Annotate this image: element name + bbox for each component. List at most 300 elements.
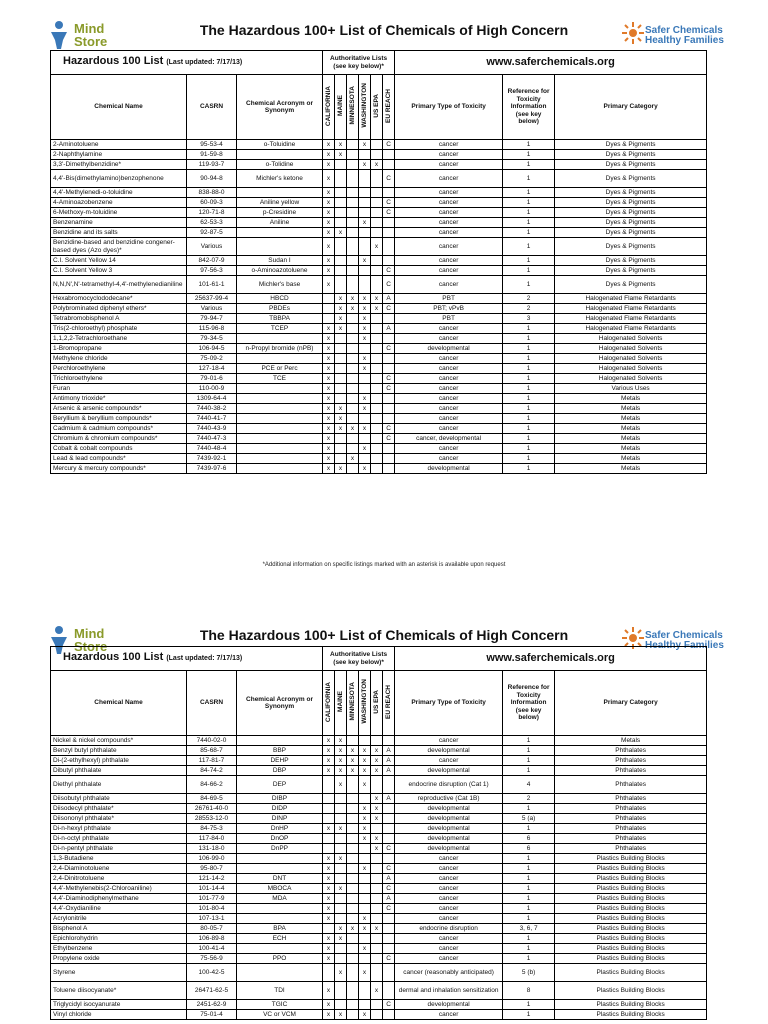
col-minnesota: MINNESOTA <box>347 75 359 140</box>
cell-list-california: x <box>323 444 335 454</box>
cell-toxicity: PBT; vPvB <box>395 304 503 314</box>
authoritative-lists-label: Authoritative Lists (see key below)* <box>323 647 395 671</box>
cell-reference: 1 <box>503 864 555 874</box>
cell-chemical-name: 2-Aminotoluene <box>51 140 187 150</box>
cell-list-california: x <box>323 954 335 964</box>
cell-list-california <box>323 794 335 804</box>
cell-list-california: x <box>323 874 335 884</box>
cell-list-eu-reach: C <box>383 904 395 914</box>
cell-toxicity: cancer <box>395 256 503 266</box>
cell-acronym: Sudan I <box>237 256 323 266</box>
cell-chemical-name: Tris(2-chloroethyl) phosphate <box>51 324 187 334</box>
cell-acronym: DEP <box>237 776 323 794</box>
cell-list-eu-reach <box>383 464 395 474</box>
table-row <box>51 374 707 384</box>
cell-list-us-epa: x <box>371 756 383 766</box>
cell-list-eu-reach <box>383 814 395 824</box>
cell-list-washington: x <box>359 944 371 954</box>
cell-reference: 1 <box>503 756 555 766</box>
cell-list-eu-reach <box>383 414 395 424</box>
cell-list-us-epa: x <box>371 294 383 304</box>
cell-acronym: HBCD <box>237 294 323 304</box>
cell-chemical-name: Mercury & mercury compounds* <box>51 464 187 474</box>
cell-list-california <box>323 834 335 844</box>
cell-chemical-name: C.I. Solvent Yellow 3 <box>51 266 187 276</box>
cell-chemical-name: 4,4'-Diaminodiphenylmethane <box>51 894 187 904</box>
cell-reference: 8 <box>503 982 555 1000</box>
cell-list-california <box>323 814 335 824</box>
cell-chemical-name: Triglycidyl isocyanurate <box>51 1000 187 1010</box>
cell-toxicity: cancer <box>395 384 503 394</box>
cell-list-washington <box>359 276 371 294</box>
cell-list-us-epa <box>371 256 383 266</box>
cell-chemical-name: Cadmium & cadmium compounds* <box>51 424 187 434</box>
cell-list-washington <box>359 844 371 854</box>
cell-list-us-epa <box>371 414 383 424</box>
cell-toxicity: cancer <box>395 188 503 198</box>
cell-acronym <box>237 404 323 414</box>
cell-list-california: x <box>323 364 335 374</box>
cell-list-minnesota <box>347 218 359 228</box>
cell-toxicity: developmental <box>395 1000 503 1010</box>
cell-list-california: x <box>323 1010 335 1020</box>
cell-acronym <box>237 394 323 404</box>
cell-list-eu-reach <box>383 188 395 198</box>
cell-category: Plastics Building Blocks <box>555 964 707 982</box>
table-row <box>51 170 707 188</box>
cell-list-california <box>323 314 335 324</box>
cell-toxicity: cancer <box>395 364 503 374</box>
table-row <box>51 334 707 344</box>
cell-list-maine: x <box>335 324 347 334</box>
cell-category: Metals <box>555 394 707 404</box>
table-row <box>51 140 707 150</box>
cell-list-eu-reach: C <box>383 170 395 188</box>
cell-list-minnesota <box>347 344 359 354</box>
cell-list-california: x <box>323 424 335 434</box>
cell-acronym <box>237 444 323 454</box>
cell-list-california: x <box>323 434 335 444</box>
cell-list-washington: x <box>359 824 371 834</box>
cell-list-maine: x <box>335 884 347 894</box>
cell-list-washington: x <box>359 304 371 314</box>
cell-list-california: x <box>323 384 335 394</box>
cell-reference: 6 <box>503 844 555 854</box>
table-body <box>51 140 707 474</box>
cell-toxicity: dermal and inhalation sensitization <box>395 982 503 1000</box>
cell-reference: 1 <box>503 150 555 160</box>
cell-list-eu-reach: C <box>383 434 395 444</box>
list-title-cell <box>51 647 323 671</box>
cell-reference: 1 <box>503 404 555 414</box>
cell-list-minnesota <box>347 364 359 374</box>
cell-list-minnesota <box>347 276 359 294</box>
cell-list-california: x <box>323 414 335 424</box>
cell-acronym: DnHP <box>237 824 323 834</box>
cell-list-california: x <box>323 982 335 1000</box>
cell-category: Plastics Building Blocks <box>555 874 707 884</box>
col-casrn: CASRN <box>187 671 237 736</box>
cell-list-eu-reach: C <box>383 384 395 394</box>
cell-list-minnesota <box>347 864 359 874</box>
cell-category: Metals <box>555 424 707 434</box>
cell-toxicity: cancer <box>395 874 503 884</box>
cell-list-california: x <box>323 824 335 834</box>
cell-category: Plastics Building Blocks <box>555 904 707 914</box>
cell-acronym: p-Cresidine <box>237 208 323 218</box>
cell-reference: 1 <box>503 434 555 444</box>
cell-list-eu-reach <box>383 804 395 814</box>
page-title: The Hazardous 100+ List of Chemicals of High Concern <box>199 627 569 643</box>
cell-list-washington <box>359 894 371 904</box>
cell-toxicity: cancer <box>395 198 503 208</box>
cell-category: Metals <box>555 464 707 474</box>
cell-chemical-name: Perchloroethylene <box>51 364 187 374</box>
cell-toxicity: cancer <box>395 424 503 434</box>
cell-list-washington <box>359 374 371 384</box>
cell-reference: 1 <box>503 160 555 170</box>
cell-list-minnesota <box>347 444 359 454</box>
last-updated: (Last updated: 7/17/13) <box>166 655 243 663</box>
cell-category: Plastics Building Blocks <box>555 884 707 894</box>
table-row <box>51 304 707 314</box>
table-row <box>51 324 707 334</box>
cell-list-washington: x <box>359 864 371 874</box>
cell-toxicity: cancer <box>395 736 503 746</box>
cell-list-eu-reach: A <box>383 294 395 304</box>
cell-toxicity: developmental <box>395 766 503 776</box>
cell-toxicity: cancer <box>395 934 503 944</box>
cell-list-maine <box>335 894 347 904</box>
cell-list-minnesota <box>347 188 359 198</box>
cell-acronym: PBDEs <box>237 304 323 314</box>
cell-list-maine <box>335 354 347 364</box>
table-row <box>51 1010 707 1020</box>
cell-acronym: PPO <box>237 954 323 964</box>
cell-list-washington: x <box>359 814 371 824</box>
cell-list-eu-reach <box>383 934 395 944</box>
cell-list-us-epa <box>371 824 383 834</box>
cell-list-minnesota: x <box>347 424 359 434</box>
cell-category: Phthalates <box>555 776 707 794</box>
cell-category: Dyes & Pigments <box>555 256 707 266</box>
cell-category: Dyes & Pigments <box>555 198 707 208</box>
cell-list-washington <box>359 934 371 944</box>
cell-list-eu-reach: C <box>383 424 395 434</box>
cell-list-maine <box>335 844 347 854</box>
cell-chemical-name: 2,4-Dinitrotoluene <box>51 874 187 884</box>
cell-acronym <box>237 454 323 464</box>
cell-list-washington <box>359 954 371 964</box>
cell-toxicity: endocrine disruption (Cat 1) <box>395 776 503 794</box>
cell-list-eu-reach: C <box>383 954 395 964</box>
cell-acronym: TBBPA <box>237 314 323 324</box>
cell-list-us-epa <box>371 324 383 334</box>
cell-chemical-name: Diethyl phthalate <box>51 776 187 794</box>
cell-category: Halogenated Flame Retardants <box>555 324 707 334</box>
cell-list-washington <box>359 454 371 464</box>
cell-casrn: 117-81-7 <box>187 756 237 766</box>
cell-toxicity: cancer <box>395 354 503 364</box>
cell-reference: 1 <box>503 454 555 464</box>
cell-list-minnesota <box>347 208 359 218</box>
cell-chemical-name: 4,4'-Methylenedi-o-toluidine <box>51 188 187 198</box>
cell-list-us-epa <box>371 276 383 294</box>
cell-list-minnesota <box>347 314 359 324</box>
cell-category: Metals <box>555 444 707 454</box>
cell-category: Dyes & Pigments <box>555 228 707 238</box>
cell-list-maine <box>335 982 347 1000</box>
cell-list-us-epa <box>371 354 383 364</box>
cell-category: Dyes & Pigments <box>555 140 707 150</box>
cell-toxicity: cancer <box>395 954 503 964</box>
cell-toxicity: cancer, developmental <box>395 434 503 444</box>
table-row <box>51 188 707 198</box>
col-maine: MAINE <box>335 75 347 140</box>
cell-list-minnesota <box>347 324 359 334</box>
cell-list-california: x <box>323 256 335 266</box>
table-row <box>51 804 707 814</box>
cell-list-minnesota <box>347 266 359 276</box>
cell-list-maine <box>335 256 347 266</box>
cell-acronym <box>237 864 323 874</box>
cell-list-eu-reach <box>383 238 395 256</box>
cell-reference: 1 <box>503 344 555 354</box>
cell-list-minnesota <box>347 1000 359 1010</box>
cell-list-minnesota <box>347 464 359 474</box>
cell-list-minnesota: x <box>347 756 359 766</box>
cell-chemical-name: Di-n-octyl phthalate <box>51 834 187 844</box>
cell-acronym: n-Propyl bromide (nPB) <box>237 344 323 354</box>
cell-casrn: 101-14-4 <box>187 884 237 894</box>
cell-chemical-name: Trichloroethylene <box>51 374 187 384</box>
cell-list-california: x <box>323 884 335 894</box>
table-row <box>51 208 707 218</box>
cell-reference: 6 <box>503 834 555 844</box>
cell-reference: 1 <box>503 384 555 394</box>
cell-list-california: x <box>323 208 335 218</box>
cell-acronym: BBP <box>237 746 323 756</box>
cell-toxicity: cancer <box>395 374 503 384</box>
cell-toxicity: developmental <box>395 804 503 814</box>
cell-acronym: DnPP <box>237 844 323 854</box>
cell-reference: 1 <box>503 364 555 374</box>
cell-casrn: 91-59-8 <box>187 150 237 160</box>
cell-acronym: DIDP <box>237 804 323 814</box>
table-row <box>51 276 707 294</box>
cell-casrn: 100-42-5 <box>187 964 237 982</box>
cell-list-washington <box>359 854 371 864</box>
cell-list-us-epa <box>371 904 383 914</box>
cell-list-minnesota <box>347 170 359 188</box>
cell-casrn: 7439-92-1 <box>187 454 237 464</box>
cell-list-california: x <box>323 934 335 944</box>
cell-casrn: 79-94-7 <box>187 314 237 324</box>
cell-toxicity: developmental <box>395 844 503 854</box>
cell-casrn: 115-96-8 <box>187 324 237 334</box>
cell-acronym <box>237 964 323 982</box>
cell-list-washington <box>359 344 371 354</box>
cell-casrn: 107-13-1 <box>187 914 237 924</box>
cell-casrn: 95-80-7 <box>187 864 237 874</box>
cell-casrn: 110-00-9 <box>187 384 237 394</box>
cell-chemical-name: Furan <box>51 384 187 394</box>
cell-list-california: x <box>323 334 335 344</box>
cell-list-washington <box>359 170 371 188</box>
table-row <box>51 766 707 776</box>
cell-reference: 1 <box>503 904 555 914</box>
cell-casrn: 60-09-3 <box>187 198 237 208</box>
cell-toxicity: cancer <box>395 208 503 218</box>
cell-list-eu-reach <box>383 228 395 238</box>
cell-chemical-name: C.I. Solvent Yellow 14 <box>51 256 187 266</box>
authoritative-lists-label: Authoritative Lists (see key below)* <box>323 51 395 75</box>
cell-list-maine: x <box>335 766 347 776</box>
table-row <box>51 160 707 170</box>
cell-list-maine <box>335 874 347 884</box>
table-row <box>51 198 707 208</box>
cell-list-eu-reach <box>383 944 395 954</box>
cell-toxicity: PBT <box>395 314 503 324</box>
table-row <box>51 736 707 746</box>
cell-list-washington <box>359 884 371 894</box>
logo-left-line-1: Mind <box>74 626 105 641</box>
cell-list-minnesota <box>347 1010 359 1020</box>
cell-list-maine: x <box>335 854 347 864</box>
cell-list-us-epa: x <box>371 804 383 814</box>
cell-casrn: 101-61-1 <box>187 276 237 294</box>
cell-list-eu-reach: C <box>383 198 395 208</box>
table-row <box>51 364 707 374</box>
table-row <box>51 864 707 874</box>
cell-list-minnesota: x <box>347 924 359 934</box>
cell-list-maine: x <box>335 756 347 766</box>
cell-acronym: Michler's ketone <box>237 170 323 188</box>
col-eu-reach: EU REACH <box>383 75 395 140</box>
cell-list-california <box>323 304 335 314</box>
cell-chemical-name: 3,3'-Dimethylbenzidine* <box>51 160 187 170</box>
cell-acronym <box>237 354 323 364</box>
cell-list-eu-reach <box>383 256 395 266</box>
cell-reference: 1 <box>503 334 555 344</box>
cell-toxicity: developmental <box>395 746 503 756</box>
cell-list-us-epa <box>371 964 383 982</box>
cell-chemical-name: Benzidine-based and benzidine congener-based dyes (Azo dyes)* <box>51 238 187 256</box>
cell-list-california: x <box>323 944 335 954</box>
cell-toxicity: cancer <box>395 454 503 464</box>
cell-list-maine: x <box>335 924 347 934</box>
cell-chemical-name: Toluene diisocyanate* <box>51 982 187 1000</box>
cell-reference: 1 <box>503 218 555 228</box>
cell-chemical-name: Arsenic & arsenic compounds* <box>51 404 187 414</box>
cell-chemical-name: Polybrominated diphenyl ethers* <box>51 304 187 314</box>
cell-list-us-epa <box>371 374 383 384</box>
cell-category: Halogenated Solvents <box>555 374 707 384</box>
table-row <box>51 794 707 804</box>
cell-list-minnesota: x <box>347 746 359 756</box>
cell-acronym: o-Aminoazotoluene <box>237 266 323 276</box>
cell-list-us-epa <box>371 228 383 238</box>
cell-list-minnesota <box>347 150 359 160</box>
cell-acronym: TGIC <box>237 1000 323 1010</box>
cell-list-us-epa: x <box>371 844 383 854</box>
cell-list-minnesota <box>347 804 359 814</box>
page-2 <box>0 605 768 1018</box>
cell-reference: 5 (a) <box>503 814 555 824</box>
cell-casrn: 7440-48-4 <box>187 444 237 454</box>
cell-acronym <box>237 434 323 444</box>
cell-category: Plastics Building Blocks <box>555 934 707 944</box>
cell-list-eu-reach <box>383 834 395 844</box>
cell-list-eu-reach: C <box>383 374 395 384</box>
cell-list-eu-reach <box>383 314 395 324</box>
cell-chemical-name: 2,4-Diaminotoluene <box>51 864 187 874</box>
cell-reference: 1 <box>503 854 555 864</box>
cell-toxicity: cancer <box>395 854 503 864</box>
table-row <box>51 944 707 954</box>
cell-acronym: Aniline yellow <box>237 198 323 208</box>
cell-casrn: 62-53-3 <box>187 218 237 228</box>
cell-reference: 1 <box>503 444 555 454</box>
cell-list-california: x <box>323 160 335 170</box>
table-row <box>51 894 707 904</box>
cell-list-maine: x <box>335 140 347 150</box>
cell-list-us-epa: x <box>371 746 383 756</box>
cell-casrn: 120-71-8 <box>187 208 237 218</box>
cell-reference: 1 <box>503 424 555 434</box>
cell-category: Metals <box>555 404 707 414</box>
cell-list-california: x <box>323 228 335 238</box>
cell-list-eu-reach <box>383 1010 395 1020</box>
cell-list-maine: x <box>335 424 347 434</box>
cell-toxicity: cancer <box>395 238 503 256</box>
col-category: Primary Category <box>555 671 707 736</box>
cell-category: Dyes & Pigments <box>555 276 707 294</box>
cell-list-washington <box>359 874 371 884</box>
cell-chemical-name: 4,4'-Oxydianiline <box>51 904 187 914</box>
cell-list-minnesota <box>347 794 359 804</box>
cell-list-washington: x <box>359 766 371 776</box>
cell-list-california <box>323 776 335 794</box>
cell-reference: 5 (b) <box>503 964 555 982</box>
cell-category: Phthalates <box>555 824 707 834</box>
col-toxicity: Primary Type of Toxicity <box>395 671 503 736</box>
cell-category: Halogenated Solvents <box>555 354 707 364</box>
cell-chemical-name: Styrene <box>51 964 187 982</box>
cell-list-eu-reach: C <box>383 304 395 314</box>
cell-acronym: TCE <box>237 374 323 384</box>
cell-list-us-epa <box>371 334 383 344</box>
cell-reference: 2 <box>503 794 555 804</box>
cell-casrn: 7439-97-6 <box>187 464 237 474</box>
cell-category: Dyes & Pigments <box>555 160 707 170</box>
cell-list-california <box>323 844 335 854</box>
cell-reference: 2 <box>503 294 555 304</box>
table-row <box>51 954 707 964</box>
cell-list-maine: x <box>335 404 347 414</box>
cell-toxicity: cancer <box>395 334 503 344</box>
cell-casrn: 75-56-9 <box>187 954 237 964</box>
cell-list-eu-reach <box>383 964 395 982</box>
cell-list-us-epa <box>371 864 383 874</box>
table-row <box>51 464 707 474</box>
cell-list-maine <box>335 834 347 844</box>
cell-reference: 1 <box>503 824 555 834</box>
cell-acronym <box>237 736 323 746</box>
table-row <box>51 814 707 824</box>
cell-list-california: x <box>323 1000 335 1010</box>
cell-reference: 4 <box>503 776 555 794</box>
